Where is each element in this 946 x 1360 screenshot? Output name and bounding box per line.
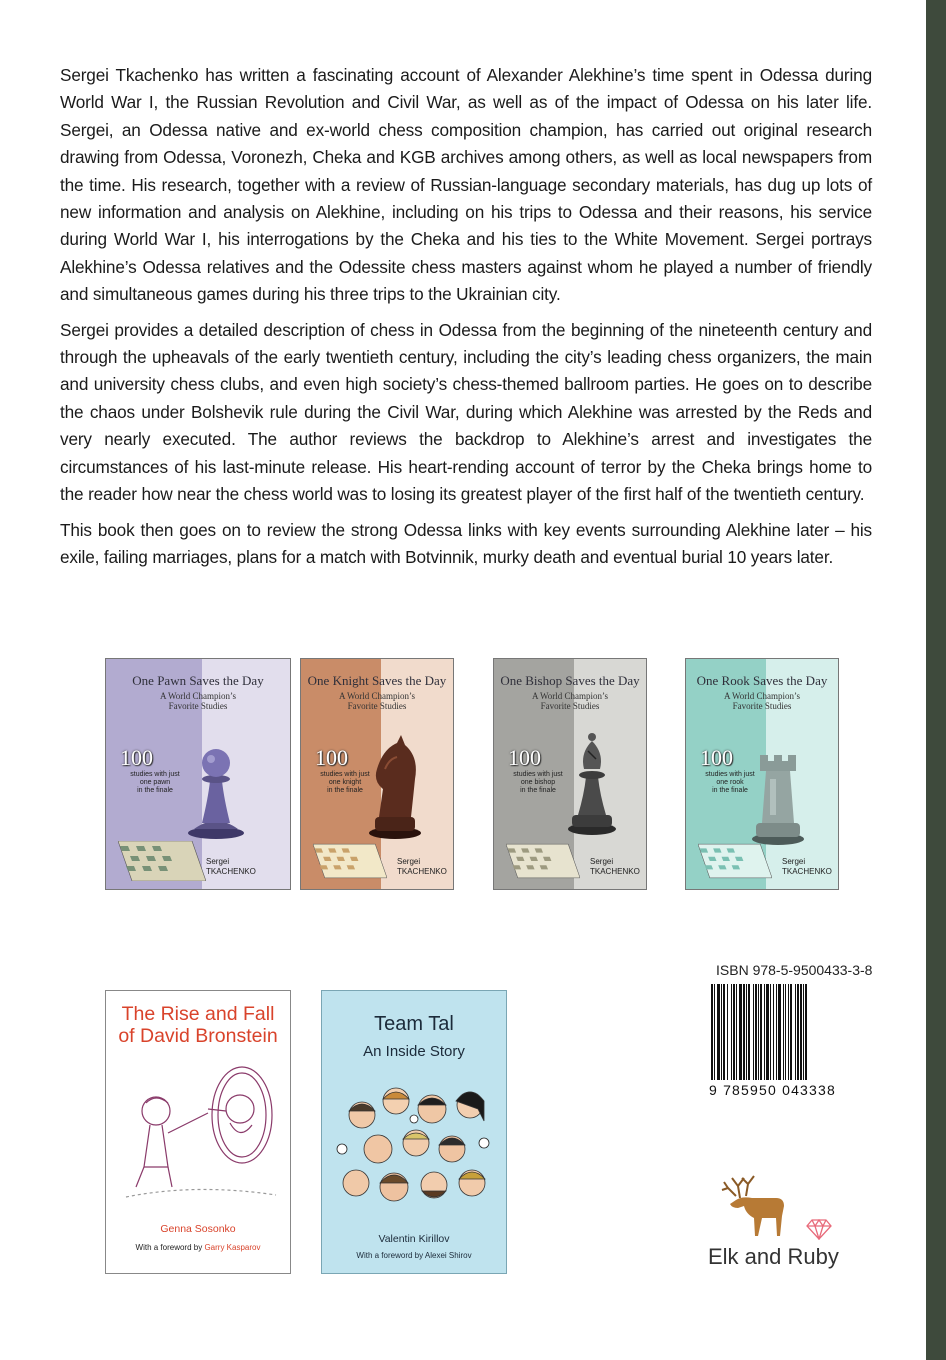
book-title: Team Tal — [374, 1013, 454, 1035]
book-foreword: With a foreword by Alexei Shirov — [356, 1251, 472, 1260]
barcode-bar — [760, 984, 762, 1080]
barcode-bar — [788, 984, 789, 1080]
rook-icon — [746, 735, 810, 845]
book-title: One Knight Saves the Day — [307, 673, 447, 688]
study-description: studies with just one knight in the finale — [320, 771, 370, 794]
book-subtitle: A World Champion’s Favorite Studies — [531, 691, 609, 711]
barcode-bar — [736, 984, 737, 1080]
chessboard-graphic — [118, 841, 206, 881]
study-count: 100 — [508, 745, 541, 770]
book-title: One Bishop Saves the Day — [500, 673, 640, 688]
barcode-bar — [746, 984, 747, 1080]
book-cover-team-tal[interactable] — [321, 990, 507, 1274]
book-cover-bishop[interactable] — [493, 658, 647, 890]
barcode-bar — [805, 984, 807, 1080]
book-cover-knight[interactable] — [300, 658, 454, 890]
study-description: studies with just one rook in the finale — [705, 771, 755, 794]
barcode-bar — [770, 984, 771, 1080]
barcode-bar — [755, 984, 757, 1080]
book-author: Sergei TKACHENKO — [782, 857, 832, 876]
barcode-bar — [727, 984, 728, 1080]
elk-logo-icon — [718, 1170, 798, 1242]
study-description: studies with just one bishop in the finale — [513, 771, 563, 794]
study-count: 100 — [700, 745, 733, 770]
ruby-gem-icon — [806, 1218, 832, 1240]
barcode-bar — [731, 984, 732, 1080]
spine-stripe — [926, 0, 946, 1360]
barcode-bar — [795, 984, 796, 1080]
barcode-bar — [743, 984, 745, 1080]
barcode-bar — [766, 984, 769, 1080]
knight-icon — [363, 729, 427, 839]
bishop-icon — [560, 725, 624, 835]
book-title: The Rise and Fall of David Bronstein — [118, 1003, 278, 1047]
book-author: Valentin Kirillov — [378, 1233, 450, 1245]
barcode-bar — [739, 984, 742, 1080]
barcode-bar — [733, 984, 735, 1080]
group-caricature-illustration — [334, 1079, 496, 1209]
barcode-bar — [773, 984, 774, 1080]
barcode-bar — [803, 984, 804, 1080]
barcode-bar — [800, 984, 802, 1080]
barcode-bar — [776, 984, 777, 1080]
blurb-paragraph-1: Sergei Tkachenko has written a fascinating account of Alexander Alekhine’s time spent in Odessa during World War I, the Russian Revolution and Civil War, as well as of the impact of Odessa on his later life. Sergei, an Odessa native and ex-world chess composition champion, has carried out original research drawing from Odessa, Voronezh, Cheka and KGB archives among others, as well as local newspapers from the time. His research, together with a review of Russian-language secondary materials, has dug up lots of new information and analysis on Alekhine, including on his trips to Odessa and their reasons, his service during World War I, his interrogations by the Cheka and his ties to the White Movement. Sergei portrays Alekhine’s Odessa relatives and the Odessite chess masters against whom he played a number of friendly and simultaneous games during his three trips to the Ukrainian city. — [60, 65, 872, 305]
barcode-bar — [753, 984, 754, 1080]
barcode — [709, 984, 871, 1084]
chessboard-graphic — [698, 841, 772, 881]
barcode-bar — [778, 984, 781, 1080]
barcode-bar — [758, 984, 759, 1080]
isbn-digits: 9 785950 043338 — [709, 1082, 836, 1098]
book-author: Sergei TKACHENKO — [206, 857, 256, 876]
barcode-bar — [721, 984, 722, 1080]
study-count: 100 — [120, 745, 153, 770]
book-title: One Pawn Saves the Day — [132, 673, 264, 688]
book-cover-bronstein[interactable] — [105, 990, 291, 1274]
study-description: studies with just one pawn in the finale — [130, 771, 180, 794]
book-cover-rook[interactable] — [685, 658, 839, 890]
isbn-label: ISBN 978-5-9500433-3-8 — [716, 962, 873, 978]
pawn-icon — [184, 729, 248, 839]
barcode-bar — [711, 984, 713, 1080]
study-count: 100 — [315, 745, 348, 770]
book-foreword: With a foreword by Garry Kasparov — [135, 1243, 261, 1252]
barcode-bar — [717, 984, 720, 1080]
barcode-bar — [797, 984, 799, 1080]
book-cover-pawn[interactable] — [105, 658, 291, 890]
barcode-bar — [785, 984, 786, 1080]
book-author: Sergei TKACHENKO — [397, 857, 447, 876]
book-subtitle: A World Champion’s Favorite Studies — [338, 691, 416, 711]
publisher-name: Elk and Ruby — [708, 1244, 839, 1269]
chessboard-graphic — [506, 841, 580, 881]
book-subtitle: A World Champion’s Favorite Studies — [723, 691, 801, 711]
book-subtitle: An Inside Story — [363, 1043, 465, 1060]
blurb-text — [60, 62, 872, 579]
barcode-bar — [714, 984, 715, 1080]
book-subtitle: A World Champion’s Favorite Studies — [159, 691, 237, 711]
book-title: One Rook Saves the Day — [696, 673, 828, 688]
barcode-bar — [748, 984, 750, 1080]
barcode-bar — [783, 984, 784, 1080]
blurb-paragraph-2: Sergei provides a detailed description of chess in Odessa from the beginning of the nineteenth century and through the upheavals of the early twentieth century, including the city’s leading chess organizers, the main and university chess clubs, and even high society’s chess-themed ballroom parties. He goes on to describe the chaos under Bolshevik rule during the Civil War, during which Alekhine was arrested by the Reds and very nearly executed. The author reviews the backdrop to Alekhine’s arrest and investigates the circumstances of his last-minute release. His heart-rending account of terror by the Cheka brings home to the reader how near the chess world was to losing its greatest player of the first half of the twentieth century. — [60, 319, 872, 505]
caricature-illustration — [116, 1055, 282, 1205]
barcode-bar — [764, 984, 765, 1080]
barcode-bar — [790, 984, 792, 1080]
barcode-bar — [723, 984, 725, 1080]
blurb-paragraph-3: This book then goes on to review the strong Odessa links with key events surrounding Alekhine later – his exile, failing marriages, plans for a match with Botvinnik, murky death and eventual burial 10 years later. — [60, 519, 872, 567]
book-author: Genna Sosonko — [160, 1223, 236, 1235]
chessboard-graphic — [313, 841, 387, 881]
book-author: Sergei TKACHENKO — [590, 857, 640, 876]
